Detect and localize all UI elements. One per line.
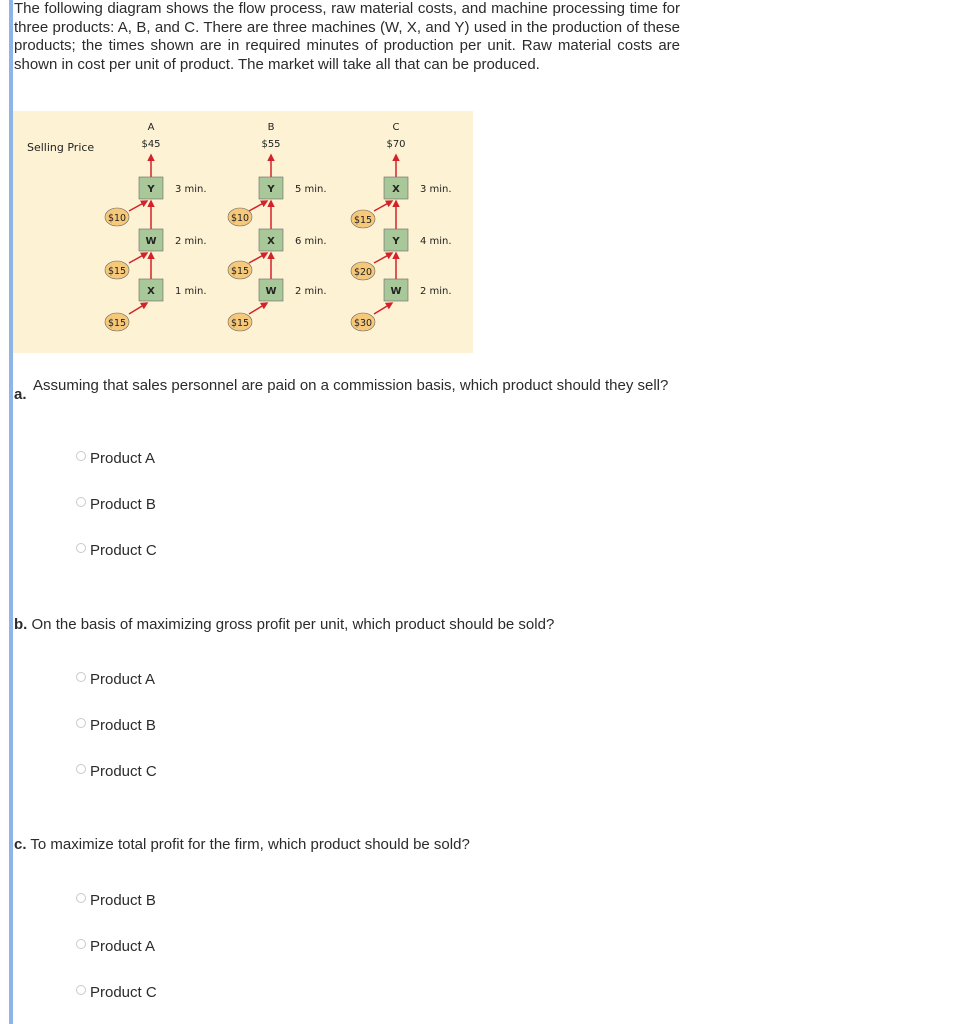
machine-label: X <box>392 184 400 195</box>
radio-icon[interactable] <box>76 672 86 682</box>
material-cost: $15 <box>353 215 373 226</box>
product-price: $70 <box>386 139 406 150</box>
option-label: Product C <box>90 542 157 559</box>
machine-label: W <box>145 236 157 247</box>
material-cost: $15 <box>107 318 127 329</box>
option-label: Product B <box>90 496 156 513</box>
question-b-option-2[interactable] <box>76 717 156 735</box>
material-cost: $15 <box>107 266 127 277</box>
material-cost: $10 <box>230 213 250 224</box>
material-cost: $15 <box>230 318 250 329</box>
question-b-text: On the basis of maximizing gross profit per unit, which product should be sold? <box>31 616 555 633</box>
material-cost: $10 <box>107 213 127 224</box>
radio-icon[interactable] <box>76 893 86 903</box>
selling-price-label: Selling Price <box>27 141 95 154</box>
material-cost: $30 <box>353 318 373 329</box>
question-b-option-1[interactable] <box>76 671 155 689</box>
flow-diagram <box>13 111 473 353</box>
material-cost: $20 <box>353 267 373 278</box>
question-a-text: Assuming that sales personnel are paid on a commission basis, which product should they sell? <box>33 377 669 394</box>
machine-time: 1 min. <box>175 286 207 297</box>
question-c-letter: c. <box>14 836 27 853</box>
machine-time: 6 min. <box>295 236 327 247</box>
question-c-option-3[interactable] <box>76 984 157 1002</box>
product-price: $45 <box>141 139 161 150</box>
question-b-letter: b. <box>14 616 28 633</box>
machine-time: 5 min. <box>295 184 327 195</box>
radio-icon[interactable] <box>76 543 86 553</box>
machine-time: 2 min. <box>295 286 327 297</box>
machine-label: X <box>267 236 275 247</box>
question-c-option-1[interactable] <box>76 892 156 910</box>
machine-label: W <box>390 286 402 297</box>
machine-label: Y <box>267 184 275 195</box>
radio-icon[interactable] <box>76 497 86 507</box>
machine-label: X <box>147 286 155 297</box>
radio-icon[interactable] <box>76 718 86 728</box>
question-a-option-3[interactable] <box>76 542 157 560</box>
question-a-letter: a. <box>14 386 27 403</box>
question-b-option-3[interactable] <box>76 763 157 781</box>
option-label: Product A <box>90 450 156 467</box>
machine-label: Y <box>392 236 400 247</box>
product-name: A <box>147 122 155 133</box>
option-label: Product B <box>90 717 156 734</box>
question-a-option-2[interactable] <box>76 496 156 514</box>
question-c <box>14 836 470 854</box>
product-price: $55 <box>261 139 281 150</box>
option-label: Product C <box>90 763 157 780</box>
product-name: B <box>267 122 275 133</box>
option-label: Product A <box>90 671 156 688</box>
radio-icon[interactable] <box>76 939 86 949</box>
radio-icon[interactable] <box>76 985 86 995</box>
question-c-text: To maximize total profit for the firm, which product should be sold? <box>30 836 470 853</box>
machine-time: 2 min. <box>420 286 452 297</box>
machine-label: Y <box>147 184 155 195</box>
option-label: Product A <box>90 938 156 955</box>
material-cost: $15 <box>230 266 250 277</box>
question-b <box>14 616 554 634</box>
machine-time: 4 min. <box>420 236 452 247</box>
radio-icon[interactable] <box>76 451 86 461</box>
machine-time: 3 min. <box>420 184 452 195</box>
question-c-option-2[interactable] <box>76 938 155 956</box>
question-a-option-1[interactable] <box>76 450 155 468</box>
option-label: Product C <box>90 984 157 1001</box>
radio-icon[interactable] <box>76 764 86 774</box>
intro-paragraph: The following diagram shows the flow process, raw material costs, and machine processing time for three products: A, B, and C. There are three machines (W, X, and Y) used in the production of these products; the times shown are in required minutes of production per unit. Raw material costs are shown in cost per unit of product. The market will take all that can be produced. <box>14 0 680 73</box>
machine-time: 3 min. <box>175 184 207 195</box>
machine-time: 2 min. <box>175 236 207 247</box>
option-label: Product B <box>90 892 156 909</box>
product-name: C <box>392 122 400 133</box>
machine-label: W <box>265 286 277 297</box>
